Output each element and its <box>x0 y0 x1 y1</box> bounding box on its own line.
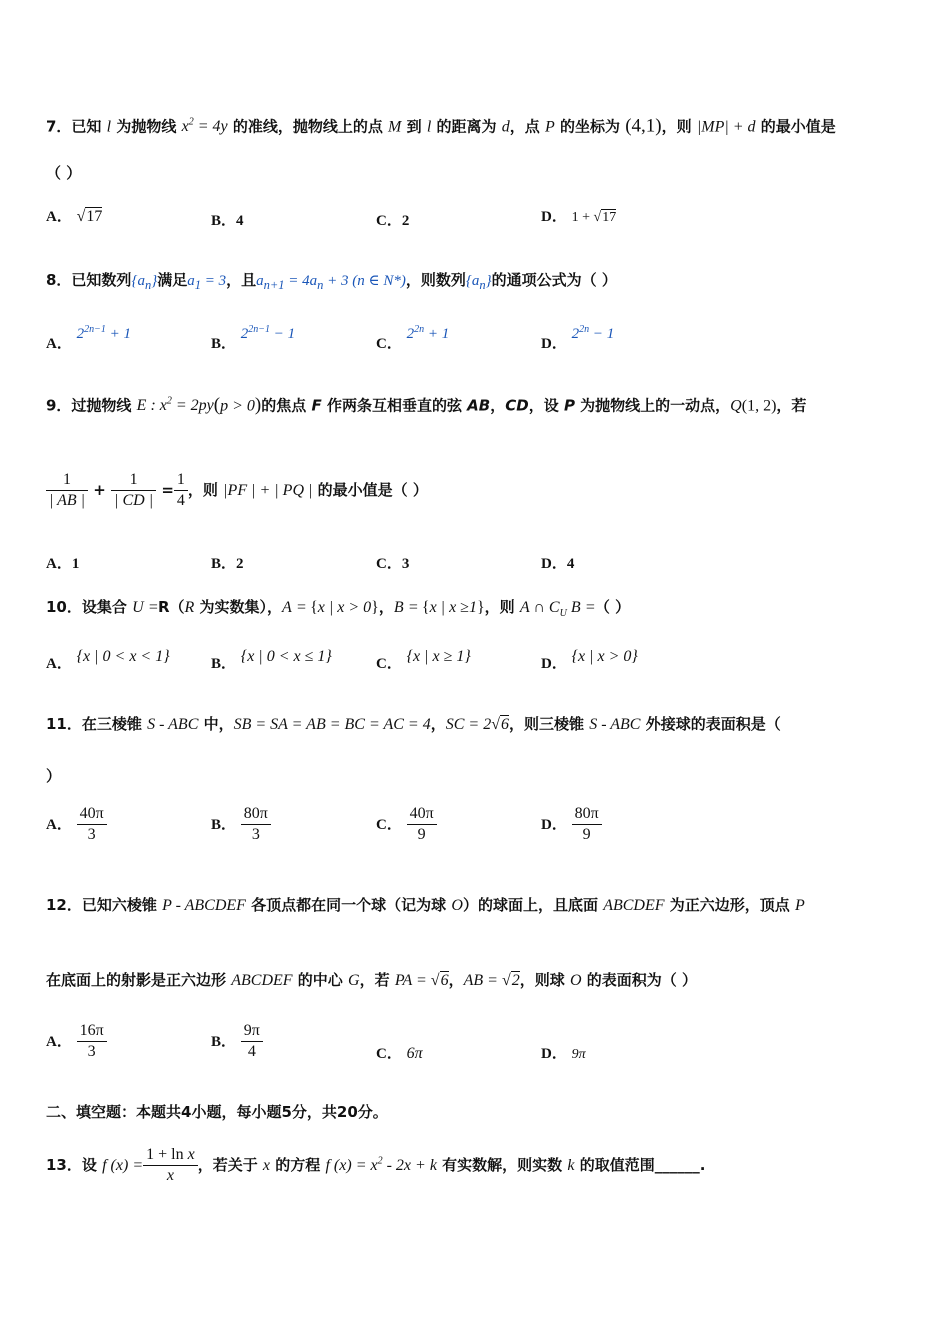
q9-option-a[interactable]: A．1 <box>46 556 80 572</box>
q12-option-b[interactable]: B． $\frac{9\pi}{4}$ <box>211 1021 263 1062</box>
question-8-stem: 8．已知数列$\{a_n\}$满足$a_1 = 3$，且$a_{n+1} = 4a_n + 3$ (n ∈ N*)，则数列$\{a_n\}$的通项公式为（ ） <box>46 271 617 292</box>
question-9-condition: $\frac{1}{| AB |}$ + $\frac{1}{| CD |}$ = $\frac{1}{4}$ ，则 |PF | + | PQ | 的最小值是（ ） <box>46 470 428 511</box>
question-11-stem: 11．在三棱锥 S - ABC 中，SB = SA = AB = BC = AC = 4，SC = 2√6，则三棱锥 S - ABC 外接球的表面积是（ <box>46 715 781 733</box>
question-7-stem: 7．已知 l 为抛物线 $x^2 = 4y$ 的准线，抛物线上的点 M 到 l 的距离为 d，点 P 的坐标为 (4,1)，则 |MP| + d 的最小值是 <box>46 115 836 137</box>
q8-option-c[interactable]: C． $2^{2n} + 1$ <box>376 324 450 352</box>
q9-option-d[interactable]: D．4 <box>541 556 575 572</box>
q10-option-c[interactable]: C． {x | x ≥ 1} <box>376 648 471 672</box>
q7-option-a[interactable]: A． √17 <box>46 208 103 225</box>
q12-option-a[interactable]: A． $\frac{16\pi}{3}$ <box>46 1021 107 1062</box>
q11-option-c[interactable]: C． $\frac{40\pi}{9}$ <box>376 804 437 845</box>
q8-option-b[interactable]: B． $2^{2n-1} - 1$ <box>211 324 296 352</box>
q7-option-d[interactable]: D． 1 + √17 <box>541 209 617 225</box>
q8-option-a[interactable]: A． $2^{2n-1} + 1$ <box>46 324 131 352</box>
q11-option-b[interactable]: B． $\frac{80\pi}{3}$ <box>211 804 271 845</box>
question-13-stem: 13．设 f (x) = $\frac{\text{1 + ln x}}{x}$ ，若关于 x 的方程 f $(x) = x^2 - 2x + k$ 有实数解，则实数 k 的取值范围______. <box>46 1146 706 1184</box>
q11-option-d[interactable]: D． $\frac{80\pi}{9}$ <box>541 804 602 845</box>
q8-option-d[interactable]: D． $2^{2n} - 1$ <box>541 324 615 352</box>
q7-option-c[interactable]: C．2 <box>376 213 410 229</box>
q7-option-b[interactable]: B．4 <box>211 213 244 229</box>
q7-paren: （ ） <box>46 164 82 182</box>
section-2-title: 二、填空题：本题共4小题，每小题5分，共20分。 <box>46 1103 388 1121</box>
q9-option-c[interactable]: C．3 <box>376 556 410 572</box>
q9-option-b[interactable]: B．2 <box>211 556 244 572</box>
q11-option-a[interactable]: A． $\frac{40\pi}{3}$ <box>46 804 107 845</box>
question-9-stem: 9．过抛物线 E : $x^2 = 2py(p > 0)$的焦点 F 作两条互相垂直的弦 AB，CD，设 P 为抛物线上的一动点，Q(1, 2)，若 <box>46 394 807 416</box>
q10-option-b[interactable]: B． {x | 0 < x ≤ 1} <box>211 648 332 672</box>
q12-option-d[interactable]: D． 9π <box>541 1046 586 1062</box>
q10-option-d[interactable]: D． {x | x > 0} <box>541 648 638 672</box>
q12-option-c[interactable]: C． 6π <box>376 1045 423 1062</box>
q7-option-a-text: √17 <box>76 208 103 225</box>
q11-paren-end: ） <box>46 767 62 785</box>
question-10-stem: 10．设集合 U =R（R 为实数集），A = {x | x > 0}，B = {x | x ≥1}，则 A ∩ $C_U$ B =（ ） <box>46 598 631 620</box>
question-12-stem-2: 在底面上的射影是正六边形 ABCDEF 的中心 G，若 PA = √6，AB = √2，则球 O 的表面积为（ ） <box>46 971 697 989</box>
question-12-stem: 12．已知六棱锥 P - ABCDEF 各顶点都在同一个球（记为球 O）的球面上，且底面 ABCDEF 为正六边形，顶点 P <box>46 896 805 914</box>
q10-option-a[interactable]: A． {x | 0 < x < 1} <box>46 648 170 672</box>
